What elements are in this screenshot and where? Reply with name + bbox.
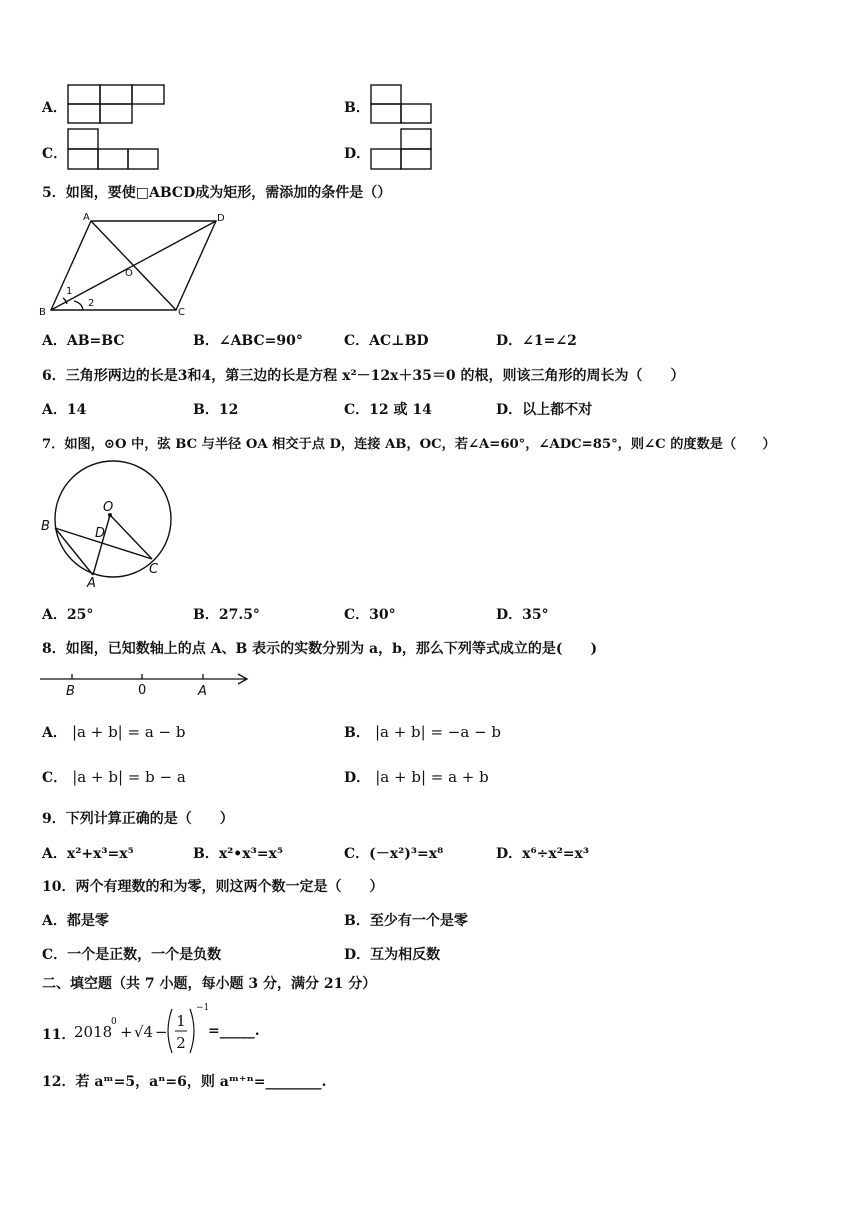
- q11-plus: +: [120, 1023, 133, 1041]
- q5-option-b: B．∠ABC=90°: [193, 333, 303, 349]
- q4-option-d-label: D．: [344, 146, 371, 162]
- q4-option-a-label: A．: [42, 100, 67, 116]
- q8-option-d: [344, 767, 489, 787]
- q9-stem: 9．下列计算正确的是（ ）: [42, 811, 234, 827]
- q4-option-b-label: B．: [344, 100, 370, 116]
- q8-label-zero: 0: [138, 683, 147, 698]
- q11-numerator: 1: [176, 1012, 186, 1030]
- section2-title: 二、填空题（共 7 小题，每小题 3 分，满分 21 分）: [42, 976, 377, 992]
- q8-option-c-key: C．: [42, 770, 68, 786]
- q4-option-c-label: C．: [42, 146, 68, 162]
- q8-option-c: [42, 767, 186, 787]
- q10-option-d: D．互为相反数: [344, 947, 441, 963]
- q7-option-a: A．25°: [42, 607, 94, 623]
- q8-option-d-key: D．: [344, 770, 371, 786]
- q9-option-c: C．(－x²)³=x⁸: [344, 846, 444, 862]
- q11-number: 11．: [42, 1027, 76, 1043]
- q5-option-a: A．AB=BC: [42, 333, 125, 349]
- q6-option-a: A．14: [42, 402, 87, 418]
- q5-stem: 5．如图，要使□ABCD成为矩形，需添加的条件是（）: [42, 185, 392, 201]
- q6-stem: 6．三角形两边的长是3和4，第三边的长是方程 x²－12x＋35＝0 的根，则该三角形的周长为（ ）: [42, 368, 685, 384]
- q7-option-c: C．30°: [344, 607, 396, 623]
- q6-option-d: D．以上都不对: [496, 402, 593, 418]
- q5-label-a: A: [83, 212, 90, 223]
- q11-exponent: −1: [196, 1003, 210, 1013]
- q9-option-d: D．x⁶÷x²=x³: [496, 846, 590, 862]
- q4-option-a-net: [67, 84, 165, 124]
- q7-label-c: C: [149, 562, 159, 577]
- q10-stem: 10．两个有理数的和为零，则这两个数一定是（ ）: [42, 879, 384, 895]
- q5-label-o: O: [125, 268, 133, 279]
- q8-stem: 8．如图，已知数轴上的点 A、B 表示的实数分别为 a，b，那么下列等式成立的是( ): [42, 641, 598, 657]
- q4-option-b-net: [370, 84, 434, 124]
- q7-label-a: A: [87, 576, 96, 590]
- q10-option-c: C．一个是正数，一个是负数: [42, 947, 222, 963]
- q8-option-c-expr: |a + b| = b − a: [72, 768, 186, 786]
- q7-circle-figure: [36, 455, 176, 590]
- q11-base: 2018: [74, 1023, 113, 1041]
- q8-option-b: [344, 722, 501, 742]
- q6-option-c: C．12 或 14: [344, 402, 432, 418]
- q7-stem: 7．如图，⊙O 中，弦 BC 与半径 OA 相交于点 D，连接 AB，OC，若∠A=60°，∠ADC=85°，则∠C 的度数是（ ）: [42, 437, 776, 452]
- q11-exponent-zero: 0: [111, 1017, 117, 1027]
- q5-option-d: D．∠1=∠2: [496, 333, 577, 349]
- q4-option-d-net: [370, 128, 434, 170]
- q8-number-line: [38, 668, 253, 700]
- q8-option-b-expr: |a + b| = −a − b: [374, 723, 502, 741]
- q8-option-b-key: B．: [344, 725, 370, 741]
- q5-label-b: B: [39, 307, 46, 318]
- q11-sqrt: √4: [134, 1023, 154, 1041]
- q5-option-c: C．AC⊥BD: [344, 333, 429, 349]
- q9-option-a: A．x²+x³=x⁵: [42, 846, 134, 862]
- q7-option-b: B．27.5°: [193, 607, 260, 623]
- q10-option-b: B．至少有一个是零: [344, 913, 468, 929]
- q5-label-d: D: [217, 213, 225, 224]
- q7-option-d: D．35°: [496, 607, 549, 623]
- q8-option-a-key: A．: [42, 725, 67, 741]
- q8-option-a: [42, 722, 185, 742]
- q11-answer-blank: =_____.: [208, 1023, 260, 1039]
- q11-denominator: 2: [176, 1034, 186, 1052]
- q7-label-b: B: [41, 519, 50, 534]
- q4-option-c-net: [67, 128, 161, 170]
- q7-label-o: O: [103, 500, 114, 515]
- q8-option-a-expr: |a + b| = a − b: [71, 723, 186, 741]
- q5-label-c: C: [178, 307, 185, 318]
- q6-option-b: B．12: [193, 402, 239, 418]
- q10-option-a: A．都是零: [42, 913, 109, 929]
- q12-stem: 12．若 aᵐ=5，aⁿ=6，则 aᵐ⁺ⁿ=________.: [42, 1074, 327, 1090]
- q8-option-d-expr: |a + b| = a + b: [375, 768, 489, 786]
- q11-minus: −: [155, 1023, 168, 1041]
- q5-label-angle1: 1: [66, 286, 73, 297]
- q8-label-b: B: [66, 684, 75, 699]
- q7-label-d: D: [95, 526, 106, 541]
- q9-option-b: B．x²•x³=x⁵: [193, 846, 283, 862]
- q8-label-a: A: [198, 684, 207, 699]
- q5-parallelogram-figure: [36, 208, 236, 320]
- q5-label-angle2: 2: [88, 298, 95, 309]
